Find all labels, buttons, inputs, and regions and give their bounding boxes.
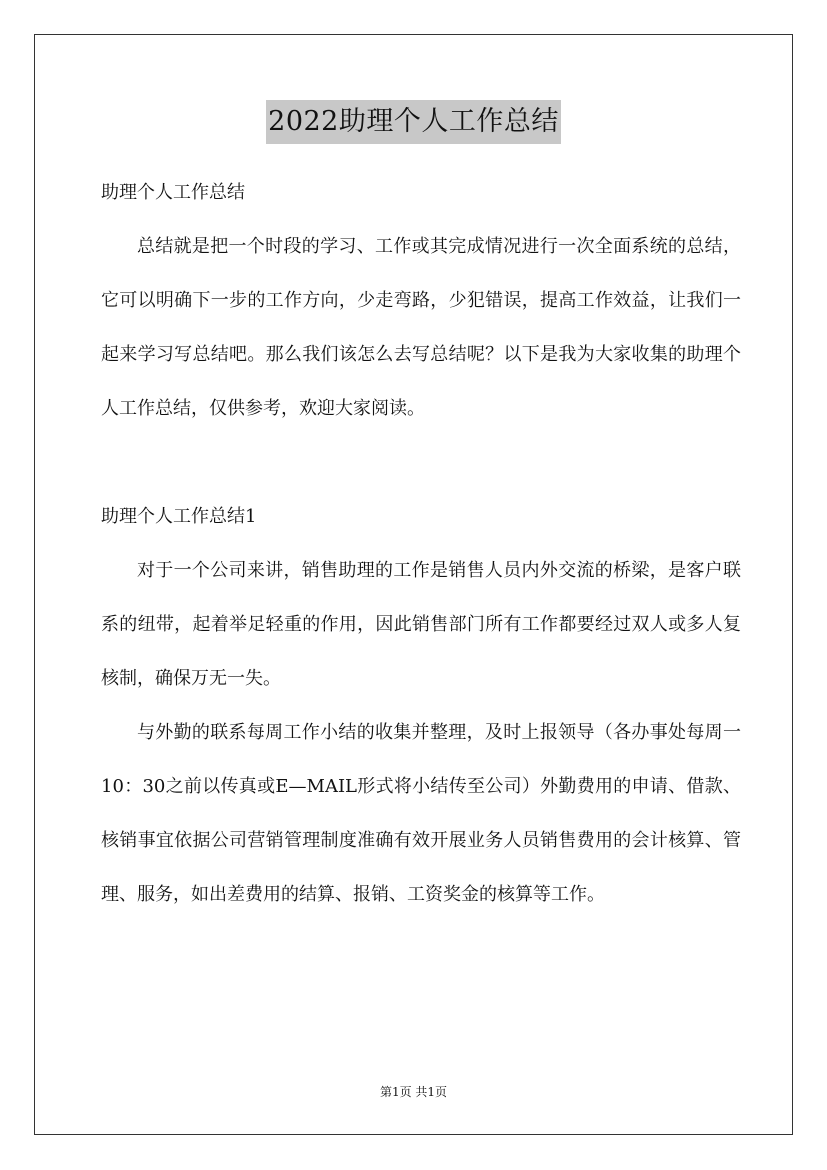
document-body xyxy=(101,166,741,922)
section1-paragraph-2: 与外勤的联系每周工作小结的收集并整理，及时上报领导（各办事处每周一10：30之前以传真或E—MAIL形式将小结传至公司）外勤费用的申请、借款、核销事宜依据公司营销管理制度准确有效开展业务人员销售费用的会计核算、管理、服务，如出差费用的结算、报销、工资奖金的核算等工作。 xyxy=(101,722,741,905)
section1-heading: 助理个人工作总结1 xyxy=(101,506,257,527)
intro-paragraph: 总结就是把一个时段的学习、工作或其完成情况进行一次全面系统的总结，它可以明确下一步的工作方向，少走弯路，少犯错误，提高工作效益，让我们一起来学习写总结吧。那么我们该怎么去写总结呢？以下是我为大家收集的助理个人工作总结，仅供参考，欢迎大家阅读。 xyxy=(101,236,741,419)
document-title: 2022助理个人工作总结 xyxy=(266,100,561,144)
page-footer xyxy=(0,1082,827,1102)
page-number: 第1页 共1页 xyxy=(379,1085,448,1099)
title-container xyxy=(0,100,827,144)
section1-paragraph-1: 对于一个公司来讲，销售助理的工作是销售人员内外交流的桥梁，是客户联系的纽带，起着举足轻重的作用，因此销售部门所有工作都要经过双人或多人复核制，确保万无一失。 xyxy=(101,560,741,689)
section-spacer xyxy=(101,436,741,490)
intro-heading: 助理个人工作总结 xyxy=(101,182,245,203)
